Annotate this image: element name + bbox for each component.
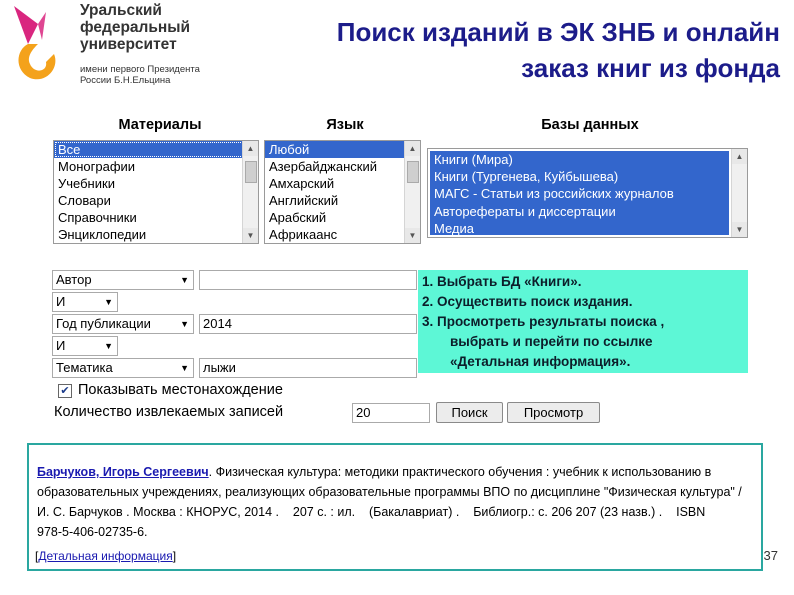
ural-university-logo-icon bbox=[8, 4, 68, 84]
university-subtitle bbox=[80, 64, 230, 86]
record-count-label: Количество извлекаемых записей bbox=[54, 404, 284, 420]
scroll-up-icon[interactable]: ▲ bbox=[243, 141, 258, 156]
slide-title-line: Поиск изданий в ЭК ЗНБ и онлайн bbox=[336, 17, 780, 47]
scroll-up-icon[interactable]: ▲ bbox=[405, 141, 420, 156]
field1-input[interactable] bbox=[199, 270, 417, 290]
field1-value: Автор bbox=[56, 272, 92, 287]
detail-info-link[interactable]: Детальная информация bbox=[38, 549, 173, 563]
field2-input[interactable]: 2014 bbox=[199, 314, 417, 334]
chevron-down-icon: ▼ bbox=[180, 363, 189, 373]
chevron-down-icon: ▼ bbox=[104, 341, 113, 351]
field3-value: Тематика bbox=[56, 360, 113, 375]
chevron-down-icon: ▼ bbox=[180, 319, 189, 329]
instruction-step: 2. Осуществить поиск издания. bbox=[422, 294, 633, 309]
materials-option[interactable]: Справочники bbox=[58, 210, 137, 225]
chevron-down-icon: ▼ bbox=[180, 275, 189, 285]
materials-option[interactable]: Словари bbox=[58, 193, 111, 208]
language-option[interactable]: Английский bbox=[269, 193, 339, 208]
materials-header: Материалы bbox=[118, 117, 202, 133]
search-button[interactable]: Поиск bbox=[436, 402, 503, 423]
bracket: [ bbox=[35, 549, 39, 563]
scroll-down-icon[interactable]: ▼ bbox=[405, 228, 420, 243]
language-option[interactable]: Азербайджанский bbox=[269, 159, 377, 174]
language-option[interactable]: Амхарский bbox=[269, 176, 335, 191]
instruction-step: 3. Просмотреть результаты поиска , bbox=[422, 314, 665, 329]
operator2-value: И bbox=[56, 338, 66, 353]
operator1-value: И bbox=[56, 294, 66, 309]
databases-scrollbar[interactable] bbox=[731, 149, 747, 237]
university-name-line: Уральский bbox=[80, 2, 162, 19]
databases-listbox[interactable] bbox=[427, 148, 748, 238]
university-subtitle-line: имени первого Президента bbox=[80, 64, 200, 75]
materials-option[interactable]: Все bbox=[54, 141, 258, 158]
field3-input[interactable]: лыжи bbox=[199, 358, 417, 378]
slide-title bbox=[220, 14, 780, 86]
bibliographic-record bbox=[37, 462, 759, 542]
university-name-line: университет bbox=[80, 36, 177, 53]
view-button[interactable]: Просмотр bbox=[507, 402, 600, 423]
record-text: 978-5-406-02735-6. bbox=[37, 525, 148, 539]
field2-value: Год публикации bbox=[56, 316, 151, 331]
database-option[interactable]: Авторефераты и диссертации bbox=[434, 203, 616, 219]
instruction-step: 1. Выбрать БД «Книги». bbox=[422, 274, 582, 289]
database-option[interactable]: Медиа bbox=[434, 220, 474, 236]
record-count-input[interactable]: 20 bbox=[352, 403, 430, 423]
scroll-up-icon[interactable]: ▲ bbox=[732, 149, 747, 164]
materials-listbox[interactable] bbox=[53, 140, 259, 244]
field3-select[interactable] bbox=[52, 358, 194, 378]
scroll-down-icon[interactable]: ▼ bbox=[243, 228, 258, 243]
scroll-thumb[interactable] bbox=[407, 161, 419, 183]
university-name bbox=[80, 2, 230, 53]
author-link[interactable]: Барчуков, Игорь Сергеевич bbox=[37, 465, 209, 479]
language-option[interactable]: Любой bbox=[265, 141, 420, 158]
scroll-thumb[interactable] bbox=[245, 161, 257, 183]
language-header: Язык bbox=[326, 117, 364, 133]
slide-title-line: заказ книг из фонда bbox=[521, 53, 780, 83]
materials-scrollbar[interactable] bbox=[242, 141, 258, 243]
record-text: И. С. Барчуков . Москва : КНОРУС, 2014 . 207 с. : ил. (Бакалавриат) . Библиогр.: с. 206 207 (23 назв.) . ISBN bbox=[37, 505, 706, 519]
materials-option[interactable]: Учебники bbox=[58, 176, 115, 191]
search-result-card bbox=[27, 443, 763, 571]
materials-option[interactable]: Монографии bbox=[58, 159, 136, 174]
database-option[interactable]: МАГС - Статьи из российских журналов bbox=[434, 186, 674, 202]
university-subtitle-line: России Б.Н.Ельцина bbox=[80, 75, 171, 86]
chevron-down-icon: ▼ bbox=[104, 297, 113, 307]
database-option[interactable]: Книги (Тургенева, Куйбышева) bbox=[434, 169, 619, 185]
university-name-line: федеральный bbox=[80, 19, 191, 36]
field2-select[interactable] bbox=[52, 314, 194, 334]
operator2-select[interactable] bbox=[52, 336, 118, 356]
detail-info-wrapper bbox=[35, 549, 176, 563]
bracket: ] bbox=[172, 549, 177, 563]
language-option[interactable]: Африкаанс bbox=[269, 227, 338, 242]
language-scrollbar[interactable] bbox=[404, 141, 420, 243]
show-location-checkbox[interactable]: ✔ bbox=[58, 384, 72, 398]
record-text: образовательных учреждениях, реализующих образовательные программы ВПО по дисциплине "Физическая культура" / bbox=[37, 485, 742, 499]
databases-header: Базы данных bbox=[541, 117, 639, 133]
instruction-step: «Детальная информация». bbox=[450, 354, 631, 369]
database-option[interactable]: Книги (Мира) bbox=[434, 152, 513, 167]
instruction-step: выбрать и перейти по ссылке bbox=[450, 334, 653, 349]
language-option[interactable]: Арабский bbox=[269, 210, 327, 225]
language-listbox[interactable] bbox=[264, 140, 421, 244]
instruction-box bbox=[418, 270, 748, 373]
materials-option[interactable]: Энциклопедии bbox=[58, 227, 147, 242]
record-text: . Физическая культура: методики практического обучения : учебник к использованию в bbox=[208, 465, 712, 479]
operator1-select[interactable] bbox=[52, 292, 118, 312]
page-number: 37 bbox=[763, 548, 778, 563]
field1-select[interactable] bbox=[52, 270, 194, 290]
show-location-label: Показывать местонахождение bbox=[78, 382, 283, 398]
scroll-down-icon[interactable]: ▼ bbox=[732, 222, 747, 237]
